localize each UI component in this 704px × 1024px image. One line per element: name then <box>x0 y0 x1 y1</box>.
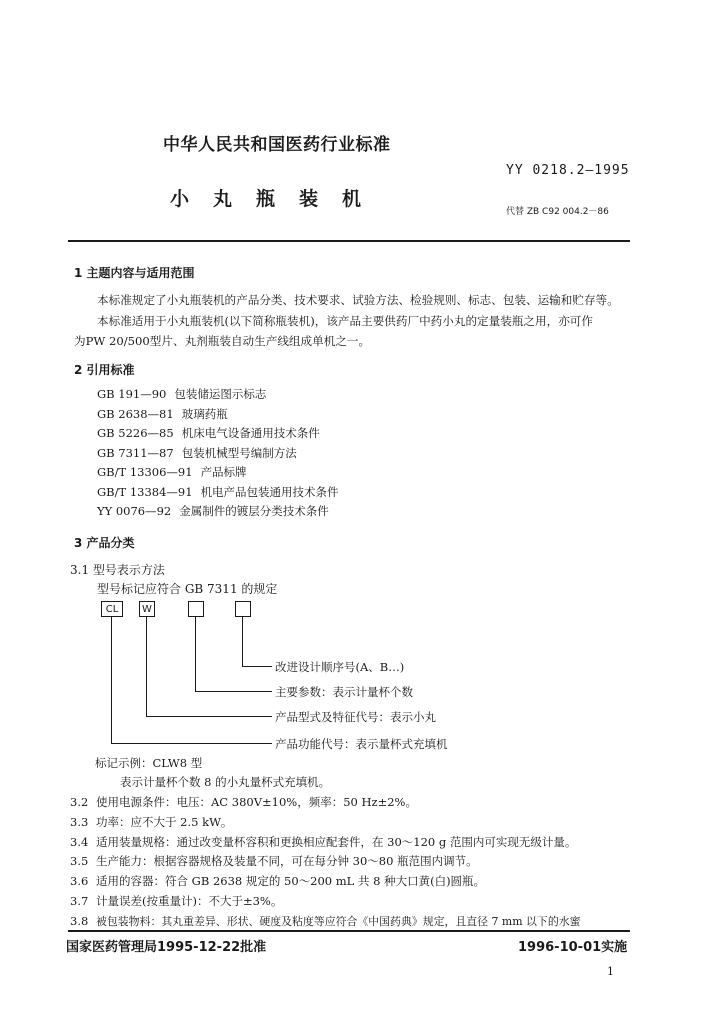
spec-item-number: 3.2 <box>70 795 89 809</box>
model-box-function: CL <box>101 601 123 617</box>
label-parameter: 主要参数：表示计量杯个数 <box>275 685 413 699</box>
reference-title: 机电产品包装通用技术条件 <box>200 484 339 499</box>
spec-item <box>70 893 282 909</box>
spec-item-number: 3.6 <box>70 874 89 889</box>
connector <box>195 617 196 692</box>
reference-item <box>97 464 247 480</box>
spec-item-text: 被包装物料：其丸重差异、形状、硬度及粘度等应符合《中国药典》规定，且直径 7 mm 以下的水蜜 <box>96 914 581 928</box>
reference-title: 玻璃药瓶 <box>181 406 228 421</box>
spec-item-number: 3.3 <box>70 814 89 829</box>
section-1-paragraph-2-cont: 为PW 20/500型片、丸剂瓶装自动生产线组成单机之一。 <box>74 334 371 348</box>
spec-item <box>70 853 478 869</box>
spec-item-number: 3.5 <box>70 854 89 869</box>
example-label: 标记示例：CLW8 型 <box>95 756 203 770</box>
reference-item <box>97 445 297 461</box>
page-number: 1 <box>607 965 614 978</box>
label-revision: 改进设计顺序号(A、B…) <box>275 660 405 674</box>
spec-item-text: 适用装量规格：通过改变量杯容积和更换相应配套件，在 30～120 g 范围内可实现无级计量。 <box>96 834 577 849</box>
reference-code: GB 2638—81 <box>97 406 174 421</box>
reference-title: 产品标牌 <box>200 465 247 479</box>
section-1-paragraph-2: 本标准适用于小丸瓶装机(以下简称瓶装机)，该产品主要供药厂中药小丸的定量装瓶之用，亦可作 <box>97 314 593 328</box>
reference-code: GB 7311—87 <box>97 445 174 460</box>
section-3-heading: 3 产品分类 <box>74 536 135 550</box>
reference-title: 机床电气设备通用技术条件 <box>181 426 320 440</box>
reference-code: GB 5226—85 <box>97 426 174 440</box>
spec-item-text: 计量误差(按重量计)：不大于±3%。 <box>96 894 283 908</box>
section-1-heading: 1 主题内容与适用范围 <box>74 266 195 280</box>
section-1-paragraph-1: 本标准规定了小丸瓶装机的产品分类、技术要求、试验方法、检验规则、标志、包装、运输和贮存等。 <box>97 293 619 307</box>
connector <box>195 691 272 692</box>
spec-item-text: 适用的容器：符合 GB 2638 规定的 50～200 mL 共 8 种大口黄(白)圆瓶。 <box>96 874 486 889</box>
spec-item-text: 功率：应不大于 2.5 kW。 <box>96 814 233 829</box>
reference-title: 金属制件的镀层分类技术条件 <box>179 504 329 518</box>
reference-code: GB/T 13306—91 <box>97 465 193 479</box>
spec-item <box>70 873 485 889</box>
reference-item <box>97 484 339 500</box>
section-2-heading: 2 引用标准 <box>74 363 135 377</box>
connector <box>111 617 112 744</box>
spec-item-text: 使用电源条件：电压：AC 380V±10%，频率：50 Hz±2%。 <box>96 795 417 809</box>
standard-category-title: 中华人民共和国医药行业标准 <box>163 135 391 155</box>
replaces-standard: 代替 ZB C92 004.2－86 <box>506 207 609 217</box>
spec-item-number: 3.4 <box>70 834 89 849</box>
reference-item <box>97 503 329 519</box>
reference-title: 包装机械型号编制方法 <box>181 445 297 460</box>
document-title: 小丸瓶装机 <box>170 188 386 210</box>
reference-code: GB/T 13384—91 <box>97 484 193 499</box>
label-type: 产品型式及特征代号：表示小丸 <box>275 710 436 724</box>
approval-date: 国家医药管理局1995-12-22批准 <box>66 940 267 955</box>
model-box-revision <box>235 601 251 617</box>
reference-code: YY 0076—92 <box>97 504 172 518</box>
reference-title: 包装储运图示标志 <box>174 387 267 401</box>
model-rule: 型号标记应符合 GB 7311 的规定 <box>97 582 278 596</box>
reference-item <box>97 406 228 422</box>
effective-date: 1996-10-01实施 <box>518 940 628 955</box>
connector <box>146 617 147 717</box>
connector <box>242 666 272 667</box>
reference-item <box>97 425 320 441</box>
spec-item-text: 生产能力：根据容器规格及装量不同，可在每分钟 30～80 瓶范围内调节。 <box>96 854 478 869</box>
connector <box>111 743 272 744</box>
spec-item-number: 3.8 <box>70 913 89 928</box>
model-box-type: W <box>139 601 155 617</box>
spec-item <box>70 834 576 850</box>
spec-item <box>70 814 232 830</box>
spec-item <box>70 913 581 929</box>
spec-item-number: 3.7 <box>70 894 89 908</box>
item-3-1: 3.1 型号表示方法 <box>70 563 165 577</box>
example-description: 表示计量杯个数 8 的小丸量杯式充填机。 <box>120 775 331 789</box>
connector <box>146 716 272 717</box>
label-function: 产品功能代号：表示量杯式充填机 <box>275 737 448 751</box>
spec-item <box>70 794 417 810</box>
header-divider <box>68 240 630 242</box>
connector <box>242 617 243 667</box>
reference-code: GB 191—90 <box>97 387 167 401</box>
reference-item <box>97 386 266 402</box>
footer-divider <box>68 930 630 932</box>
model-box-parameter <box>188 601 204 617</box>
standard-code: YY 0218.2—1995 <box>506 163 630 178</box>
